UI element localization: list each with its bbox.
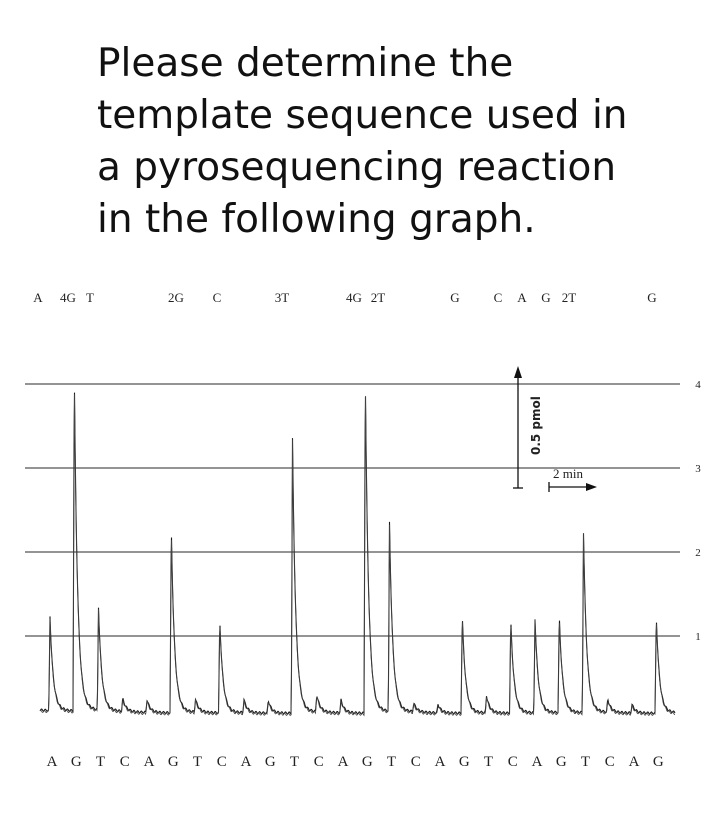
y-tick-label: 3: [695, 463, 701, 475]
question-line: a pyrosequencing reaction: [97, 145, 617, 190]
dispensation-label: G: [70, 754, 82, 770]
signal-traces: [40, 393, 675, 716]
peak-label: 3T: [274, 290, 290, 305]
scale-annotations: [513, 366, 597, 492]
dispensation-label: A: [46, 754, 58, 770]
peak-label: 4G: [60, 290, 76, 305]
dispensation-label: T: [580, 754, 591, 770]
peak-label: T: [86, 290, 94, 305]
dispensation-label: A: [434, 754, 446, 770]
peak-label: G: [450, 290, 460, 305]
dispensation-label: C: [313, 754, 324, 770]
peak-label: C: [493, 290, 503, 305]
dispensation-label: T: [192, 754, 203, 770]
dispensation-label: G: [652, 754, 664, 770]
y-tick-label: 2: [695, 547, 701, 559]
question-line: template sequence used in: [97, 93, 628, 138]
peak-label: A: [33, 290, 43, 305]
peak-label: A: [517, 290, 527, 305]
question-line: Please determine the: [97, 41, 514, 86]
peak-label: 2T: [561, 290, 577, 305]
peak-label: C: [212, 290, 222, 305]
dispensation-label: G: [361, 754, 373, 770]
peak-label: 2T: [370, 290, 386, 305]
dispensation-label: A: [337, 754, 349, 770]
dispensation-label: G: [167, 754, 179, 770]
dispensation-label: G: [555, 754, 567, 770]
dispensation-label: T: [95, 754, 106, 770]
dispensation-label: G: [264, 754, 276, 770]
vertical-scale-label: 0.5 pmol: [529, 396, 543, 455]
dispensation-label: C: [410, 754, 421, 770]
horizontal-scale-arrowhead: [586, 483, 597, 491]
dispensation-label: A: [143, 754, 155, 770]
question-line: in the following graph.: [97, 197, 536, 242]
dispensation-label: A: [240, 754, 252, 770]
grid-lines: [25, 384, 680, 636]
signal-trace-primary: [40, 393, 675, 714]
dispensation-label: C: [216, 754, 227, 770]
dispensation-label: T: [386, 754, 397, 770]
dispensation-label: C: [604, 754, 615, 770]
dispensation-labels: [47, 754, 664, 770]
dispensation-label: A: [531, 754, 543, 770]
peak-label: G: [647, 290, 657, 305]
peak-label: 2G: [168, 290, 184, 305]
dispensation-label: C: [507, 754, 518, 770]
y-tick-label: 4: [695, 379, 701, 391]
dispensation-label: G: [458, 754, 470, 770]
horizontal-scale-label: 2 min: [553, 466, 583, 481]
signal-trace-secondary: [40, 394, 675, 715]
y-tick-labels: [695, 379, 701, 643]
dispensation-label: A: [628, 754, 640, 770]
vertical-scale-arrowhead: [514, 366, 522, 378]
dispensation-label: T: [289, 754, 300, 770]
dispensation-label: C: [119, 754, 130, 770]
y-tick-label: 1: [695, 631, 701, 643]
peak-label: G: [541, 290, 551, 305]
dispensation-label: T: [483, 754, 494, 770]
peak-label: 4G: [346, 290, 362, 305]
peak-labels: [33, 290, 656, 305]
